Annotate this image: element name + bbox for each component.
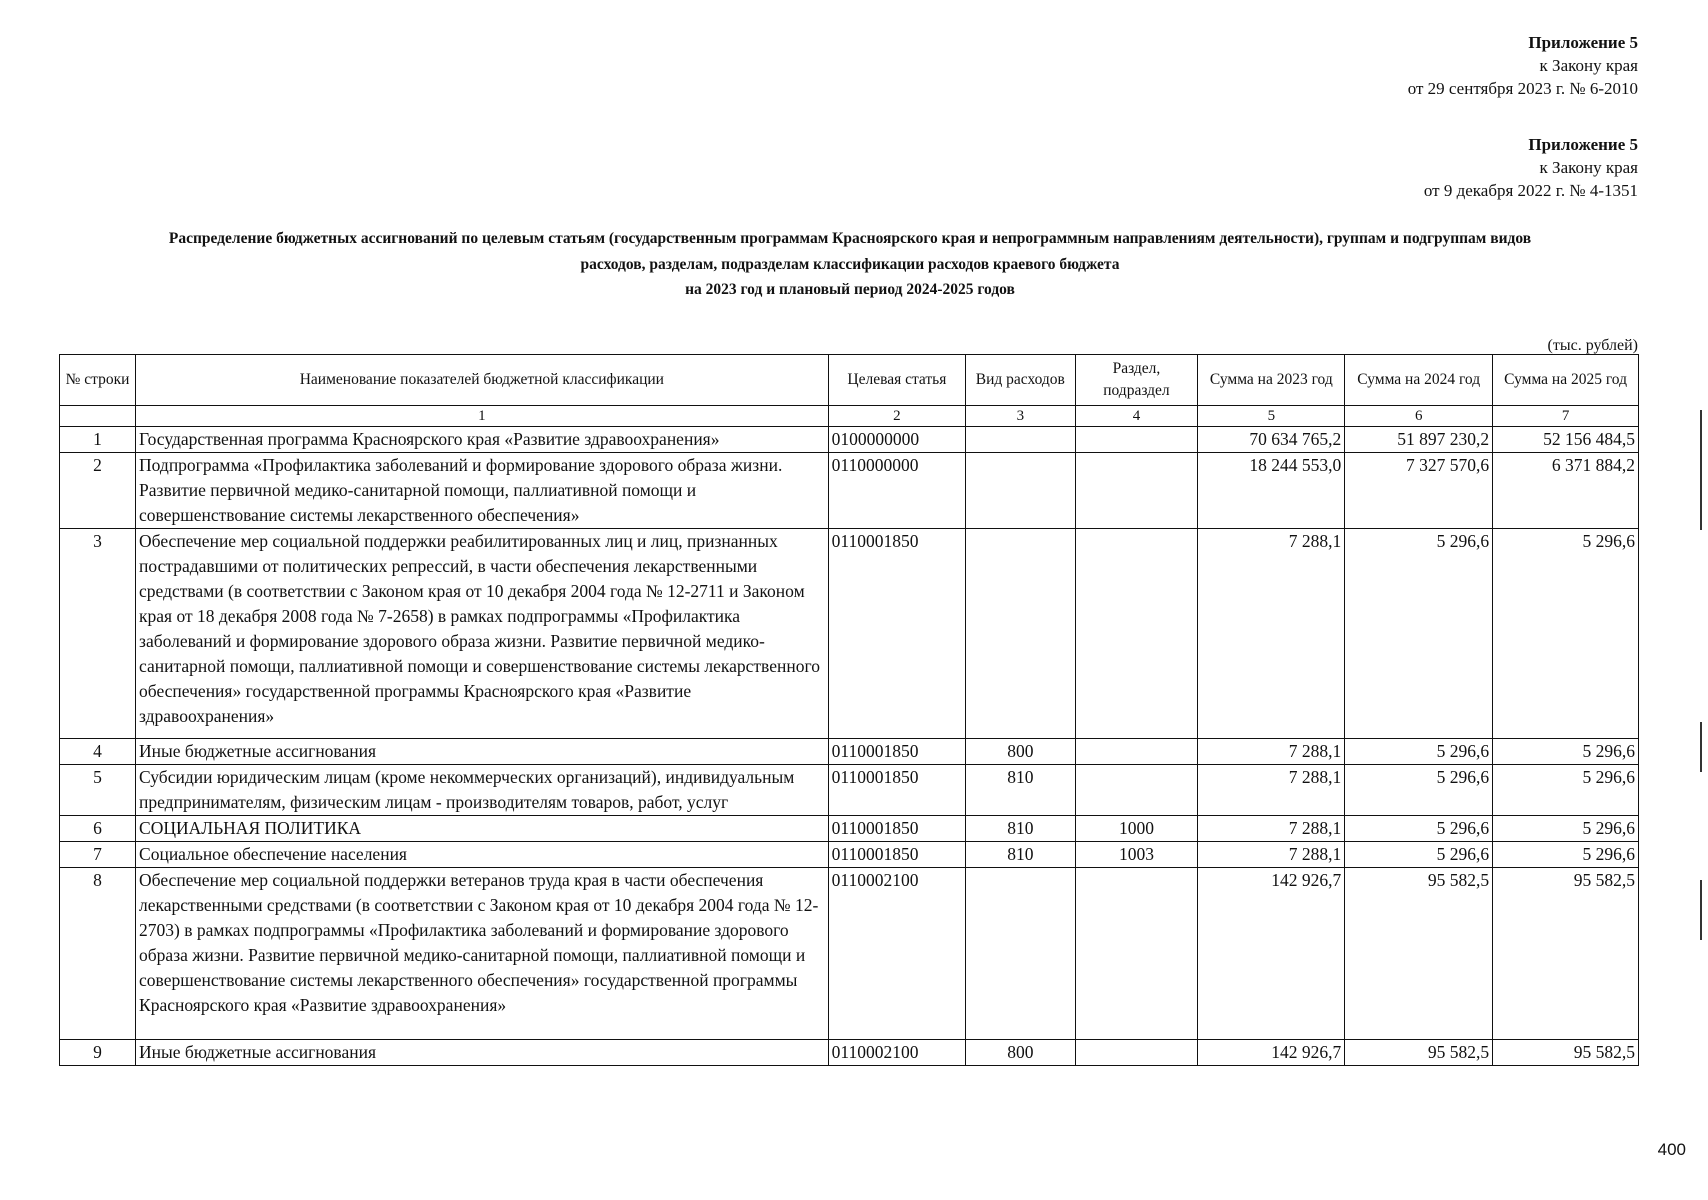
row-name: Субсидии юридическим лицам (кроме некоммерческих организаций), индивидуальным предпринимателям, физическим лицам - производителям товаров, работ, услуг: [136, 765, 829, 816]
column-number: 3: [966, 406, 1075, 427]
units-label: (тыс. рублей): [1547, 337, 1638, 354]
column-numbers-row: [60, 406, 1639, 427]
row-sum-2025: 5 296,6: [1493, 739, 1639, 765]
row-razdel: 1003: [1075, 842, 1198, 868]
appendix-block-current: [1408, 31, 1638, 100]
header-name: Наименование показателей бюджетной классификации: [136, 355, 829, 406]
row-number: 7: [60, 842, 136, 868]
row-target: 0110001850: [828, 739, 965, 765]
row-sum-2025: 5 296,6: [1493, 842, 1639, 868]
row-vid: 810: [966, 842, 1075, 868]
row-razdel: [1075, 868, 1198, 1040]
document-period: на 2023 год и плановый период 2024-2025 годов: [685, 281, 1015, 298]
column-number: 7: [1493, 406, 1639, 427]
row-sum-2025: 52 156 484,5: [1493, 427, 1639, 453]
row-number: 1: [60, 427, 136, 453]
row-vid: [966, 427, 1075, 453]
row-target: 0110001850: [828, 529, 965, 739]
row-sum-2024: 7 327 570,6: [1345, 453, 1493, 529]
row-target: 0110001850: [828, 842, 965, 868]
header-sum-2025: Сумма на 2025 год: [1493, 355, 1639, 406]
row-number: 3: [60, 529, 136, 739]
appendix-law-ref: к Закону края: [1539, 56, 1638, 75]
table-row: [60, 427, 1639, 453]
row-target: 0110002100: [828, 868, 965, 1040]
header-vid: Вид расходов: [966, 355, 1075, 406]
page-number: 400: [1657, 1140, 1686, 1159]
scan-edge-mark: [1700, 880, 1702, 940]
row-vid: 810: [966, 765, 1075, 816]
row-sum-2023: 142 926,7: [1198, 1040, 1345, 1066]
row-number: 4: [60, 739, 136, 765]
row-sum-2025: 5 296,6: [1493, 529, 1639, 739]
document-title-line1: Распределение бюджетных ассигнований по целевым статьям (государственным программам Красноярского края и непрограммным направлениям деятельности), группам и подгруппам видов: [168, 230, 1532, 247]
row-name: Подпрограмма «Профилактика заболеваний и формирование здорового образа жизни. Развитие первичной медико-санитарной помощи, паллиативной помощи и совершенствование системы лекарственного обеспечения»: [136, 453, 829, 529]
column-number: 4: [1075, 406, 1198, 427]
column-number: 2: [828, 406, 965, 427]
column-number: [60, 406, 136, 427]
row-name: Обеспечение мер социальной поддержки ветеранов труда края в части обеспечения лекарственными средствами (в соответствии с Законом края от 10 декабря 2004 года № 12-2703) в рамках подпрограммы «Профилактика заболеваний и формирование здорового образа жизни. Развитие первичной медико-санитарной помощи, паллиативной помощи и совершенствование системы лекарственного обеспечения» государственной программы Красноярского края «Развитие здравоохранения»: [136, 868, 829, 1040]
table-row: [60, 739, 1639, 765]
document-title-line2: расходов, разделам, подразделам классификации расходов краевого бюджета: [580, 256, 1120, 273]
row-number: 6: [60, 816, 136, 842]
row-name: Иные бюджетные ассигнования: [136, 1040, 829, 1066]
row-sum-2025: 5 296,6: [1493, 816, 1639, 842]
row-target: 0110002100: [828, 1040, 965, 1066]
scan-edge-mark: [1700, 722, 1702, 772]
table-row: [60, 529, 1639, 739]
row-sum-2024: 5 296,6: [1345, 765, 1493, 816]
column-number: 5: [1198, 406, 1345, 427]
appendix-title: Приложение 5: [1528, 33, 1638, 52]
row-sum-2025: 6 371 884,2: [1493, 453, 1639, 529]
row-target: 0110001850: [828, 816, 965, 842]
column-number: 1: [136, 406, 829, 427]
appendix-block-original: [1424, 133, 1638, 202]
row-sum-2024: 5 296,6: [1345, 529, 1493, 739]
appendix-title: Приложение 5: [1528, 135, 1638, 154]
row-razdel: [1075, 453, 1198, 529]
scan-edge-mark: [1700, 410, 1702, 530]
row-sum-2024: 95 582,5: [1345, 868, 1493, 1040]
row-sum-2023: 7 288,1: [1198, 765, 1345, 816]
row-number: 8: [60, 868, 136, 1040]
row-razdel: [1075, 529, 1198, 739]
table-row: [60, 816, 1639, 842]
header-sum-2024: Сумма на 2024 год: [1345, 355, 1493, 406]
row-sum-2025: 95 582,5: [1493, 868, 1639, 1040]
row-vid: [966, 529, 1075, 739]
column-number: 6: [1345, 406, 1493, 427]
table-row: [60, 1040, 1639, 1066]
row-vid: [966, 453, 1075, 529]
document-title: [60, 226, 1640, 278]
row-number: 5: [60, 765, 136, 816]
header-row-no: № строки: [60, 355, 136, 406]
row-name: Иные бюджетные ассигнования: [136, 739, 829, 765]
row-razdel: 1000: [1075, 816, 1198, 842]
row-sum-2023: 7 288,1: [1198, 739, 1345, 765]
row-sum-2023: 70 634 765,2: [1198, 427, 1345, 453]
row-sum-2023: 7 288,1: [1198, 529, 1345, 739]
row-sum-2023: 18 244 553,0: [1198, 453, 1345, 529]
row-razdel: [1075, 765, 1198, 816]
row-sum-2023: 7 288,1: [1198, 816, 1345, 842]
row-sum-2024: 5 296,6: [1345, 816, 1493, 842]
row-name: Государственная программа Красноярского края «Развитие здравоохранения»: [136, 427, 829, 453]
row-name: Социальное обеспечение населения: [136, 842, 829, 868]
appendix-law-date: от 9 декабря 2022 г. № 4-1351: [1423, 181, 1638, 200]
budget-table: [59, 354, 1639, 1066]
row-vid: 810: [966, 816, 1075, 842]
appendix-law-date: от 29 сентября 2023 г. № 6-2010: [1407, 79, 1638, 98]
row-razdel: [1075, 427, 1198, 453]
table-row: [60, 868, 1639, 1040]
row-sum-2024: 51 897 230,2: [1345, 427, 1493, 453]
row-sum-2023: 142 926,7: [1198, 868, 1345, 1040]
table-row: [60, 842, 1639, 868]
row-number: 9: [60, 1040, 136, 1066]
row-sum-2025: 95 582,5: [1493, 1040, 1639, 1066]
row-sum-2023: 7 288,1: [1198, 842, 1345, 868]
row-vid: 800: [966, 1040, 1075, 1066]
row-sum-2024: 5 296,6: [1345, 842, 1493, 868]
row-name: Обеспечение мер социальной поддержки реабилитированных лиц и лиц, признанных пострадавшими от политических репрессий, в части обеспечения лекарственными средствами (в соответствии с Законом края от 10 декабря 2004 года № 12-2711 и Законом края от 18 декабря 2008 года № 7-2658) в рамках подпрограммы «Профилактика заболеваний и формирование здорового образа жизни. Развитие первичной медико-санитарной помощи, паллиативной помощи и совершенствование системы лекарственного обеспечения» государственной программы Красноярского края «Развитие здравоохранения»: [136, 529, 829, 739]
row-vid: [966, 868, 1075, 1040]
appendix-law-ref: к Закону края: [1539, 158, 1638, 177]
row-number: 2: [60, 453, 136, 529]
table-row: [60, 765, 1639, 816]
header-sum-2023: Сумма на 2023 год: [1198, 355, 1345, 406]
row-sum-2024: 5 296,6: [1345, 739, 1493, 765]
row-vid: 800: [966, 739, 1075, 765]
table-row: [60, 453, 1639, 529]
header-razdel: Раздел, подраздел: [1075, 355, 1198, 406]
row-target: 0100000000: [828, 427, 965, 453]
header-target: Целевая статья: [828, 355, 965, 406]
row-target: 0110001850: [828, 765, 965, 816]
row-sum-2025: 5 296,6: [1493, 765, 1639, 816]
row-name: СОЦИАЛЬНАЯ ПОЛИТИКА: [136, 816, 829, 842]
row-target: 0110000000: [828, 453, 965, 529]
table-header-row: [60, 355, 1639, 406]
row-razdel: [1075, 739, 1198, 765]
row-razdel: [1075, 1040, 1198, 1066]
row-sum-2024: 95 582,5: [1345, 1040, 1493, 1066]
